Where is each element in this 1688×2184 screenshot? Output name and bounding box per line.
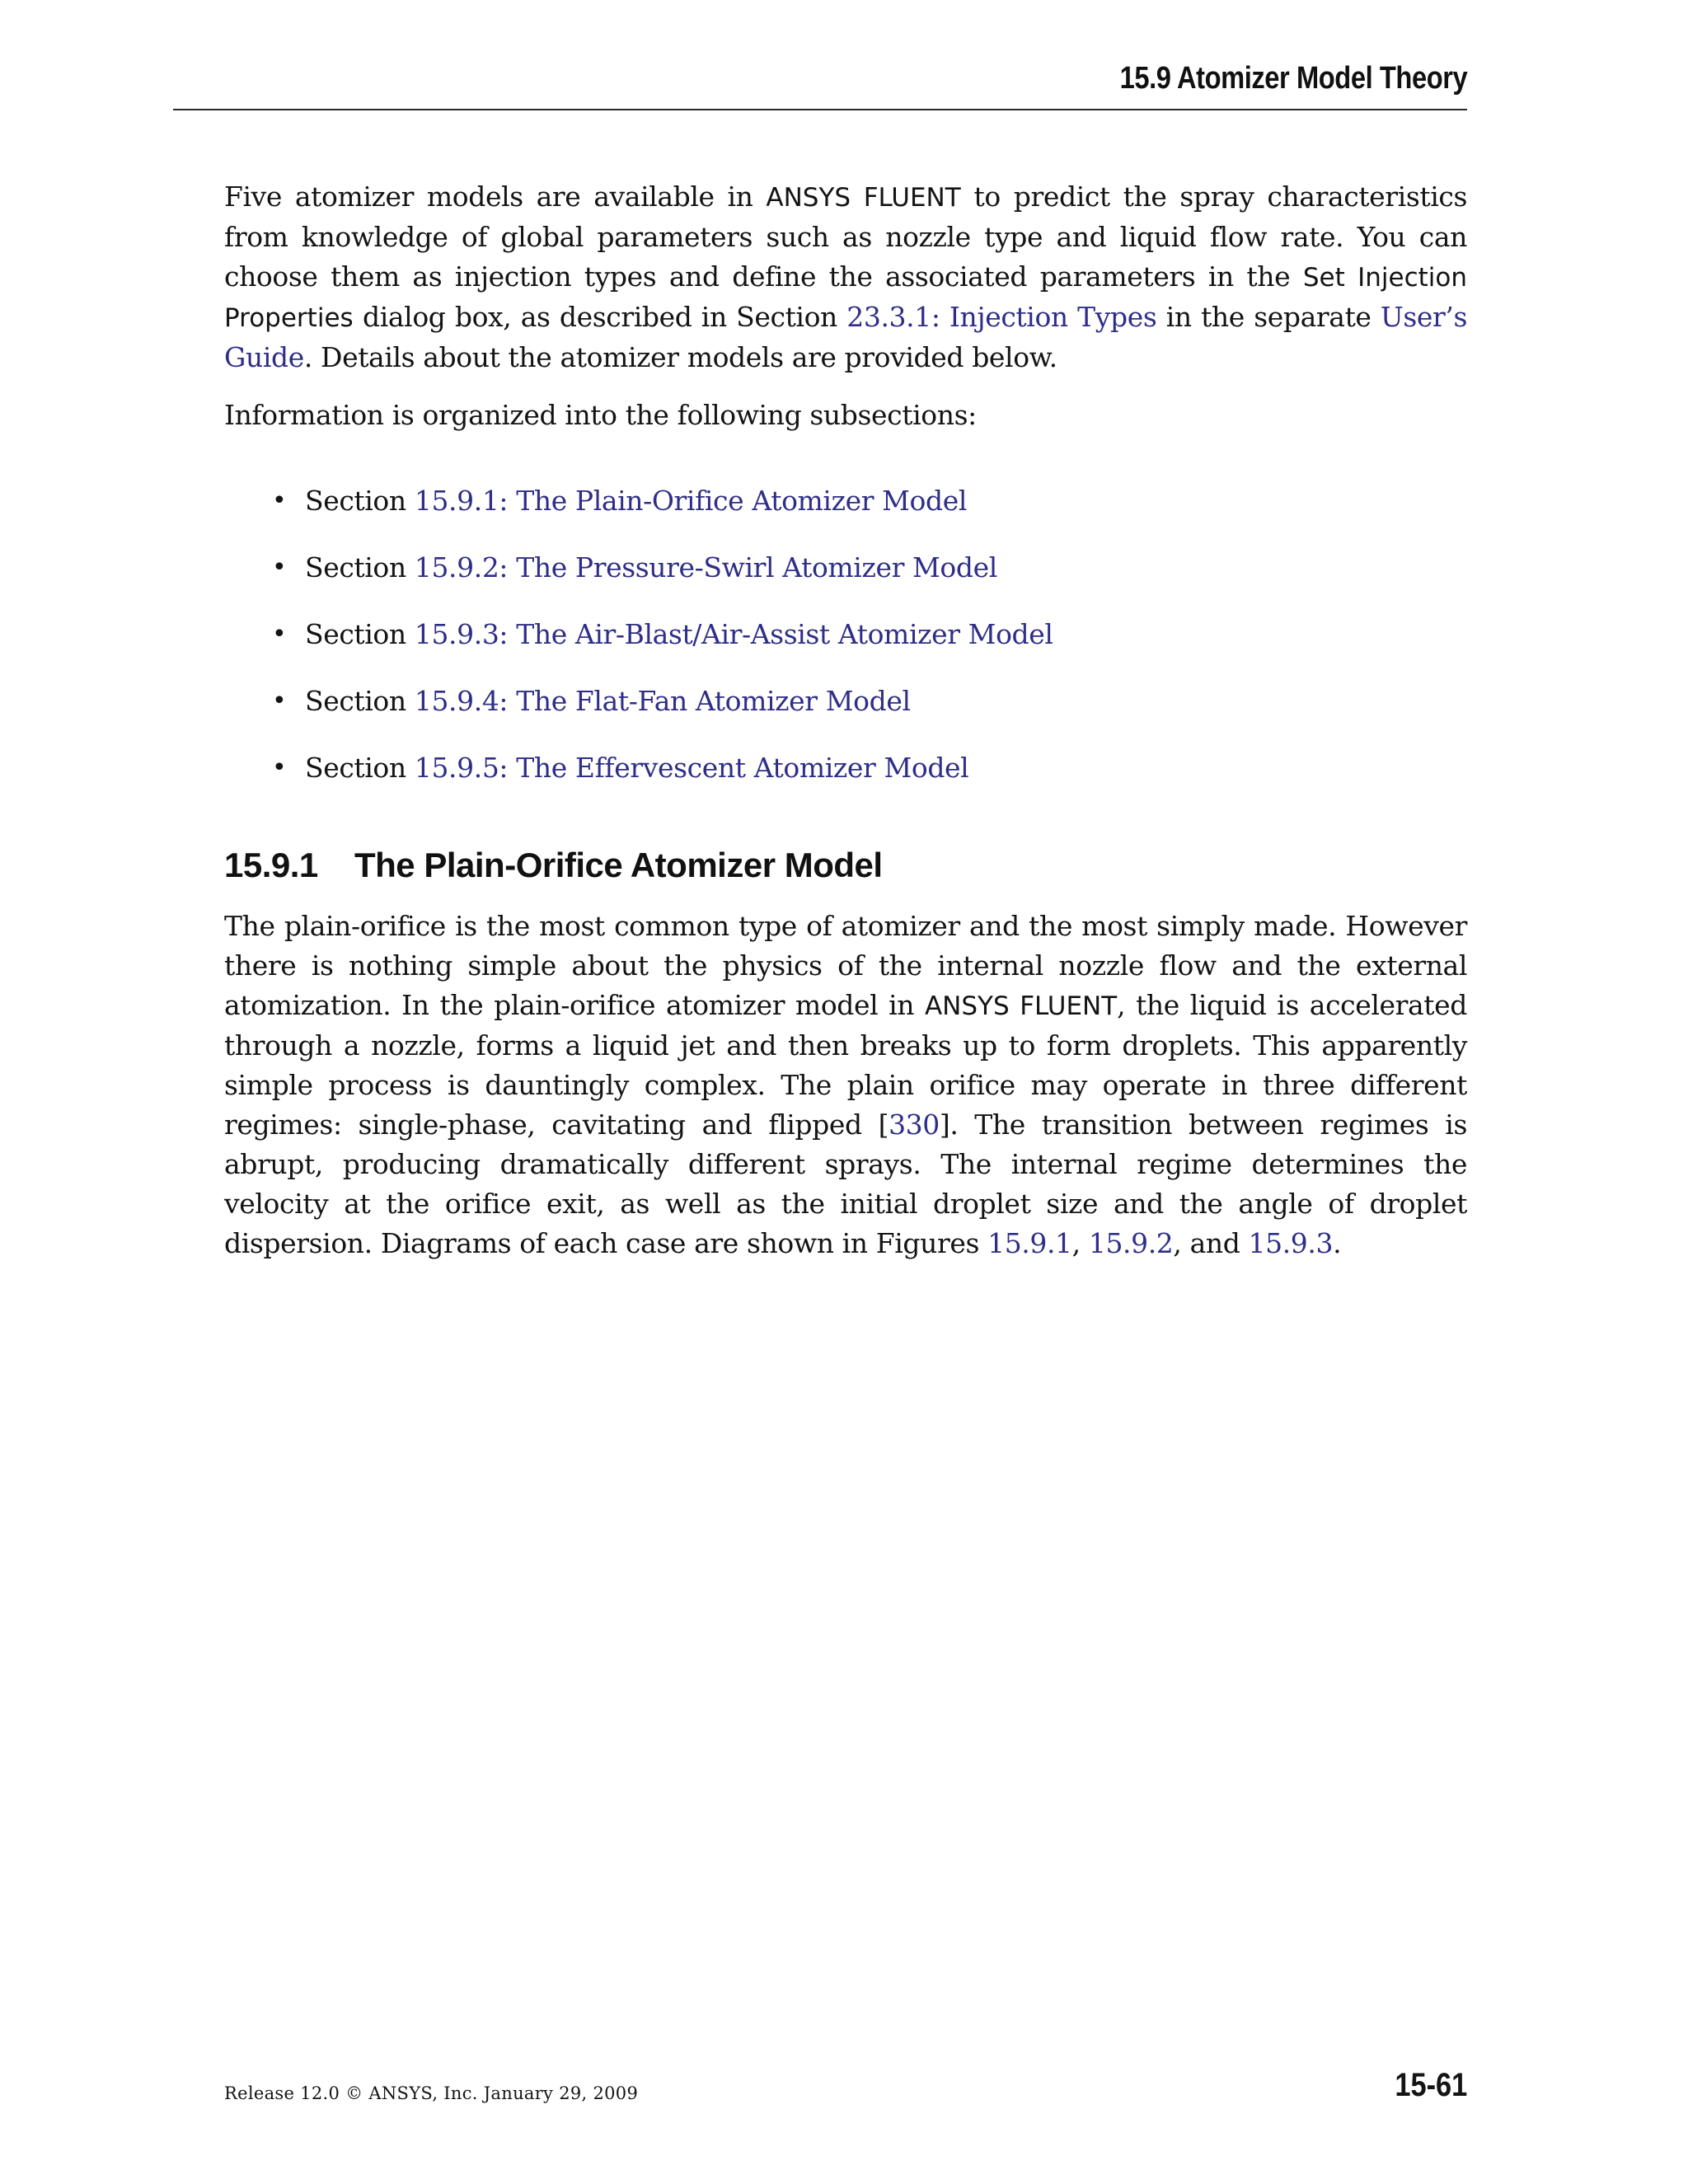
page-footer xyxy=(224,2067,1467,2116)
link-figure-15-9-2[interactable]: 15.9.2 xyxy=(1088,1227,1174,1259)
intro-text: to predict the spray characteristics from knowledge of global parameters such as nozzle type and liquid flow rate. You can choose them as injection types and define the associated parameters in the xyxy=(224,180,1467,293)
link-pressure-swirl-title[interactable]: : The Pressure-Swirl Atomizer Model xyxy=(499,551,997,583)
link-section-15-9-5[interactable]: 15.9.5 xyxy=(414,752,499,784)
product-name: ANSYS FLUENT xyxy=(924,991,1118,1021)
product-name: ANSYS FLUENT xyxy=(766,183,961,213)
section-heading-number: 15.9.1 xyxy=(224,846,318,884)
bullet-icon: • xyxy=(272,620,287,649)
link-flat-fan-title[interactable]: : The Flat-Fan Atomizer Model xyxy=(499,685,911,717)
bullet-icon: • xyxy=(272,753,287,782)
dialog-name: Set Injection Properties xyxy=(224,263,1467,333)
intro-text: dialog box, as described in Section xyxy=(353,301,847,333)
release-note: Release 12.0 © ANSYS, Inc. January 29, 2009 xyxy=(224,2083,639,2103)
link-effervescent-title[interactable]: : The Effervescent Atomizer Model xyxy=(499,752,969,784)
citation-link[interactable]: 330 xyxy=(889,1108,940,1141)
bullet-icon: • xyxy=(272,486,287,515)
section-prefix: Section xyxy=(305,685,415,717)
intro-paragraph xyxy=(224,177,1467,377)
link-section-15-9-3[interactable]: 15.9.3 xyxy=(414,618,499,650)
body-text: , xyxy=(1071,1227,1089,1259)
link-figure-15-9-3[interactable]: 15.9.3 xyxy=(1248,1227,1334,1259)
running-head: 15.9 Atomizer Model Theory xyxy=(1119,61,1467,96)
intro-text: . Details about the atomizer models are provided below. xyxy=(303,341,1057,373)
intro-text: in the separate xyxy=(1156,301,1381,333)
list-item xyxy=(224,748,1467,788)
list-item xyxy=(224,481,1467,521)
list-item xyxy=(224,682,1467,721)
page-number: 15-61 xyxy=(1395,2067,1467,2103)
section-heading xyxy=(224,842,1467,888)
section-prefix: Section xyxy=(305,551,415,583)
bullet-icon: • xyxy=(272,553,287,582)
body-text: , the liquid is accelerated through a nozzle, forms a liquid jet and then breaks up to form droplets. This apparently simple process is dauntingly complex. The plain orifice may operate in three different regimes: single-phase, cavitating and flipped [ xyxy=(224,989,1468,1141)
link-injection-types[interactable]: 23.3.1: Injection Types xyxy=(846,301,1157,333)
subsection-list xyxy=(224,481,1467,788)
section-prefix: Section xyxy=(305,752,415,784)
section-prefix: Section xyxy=(305,618,415,650)
body-text: . xyxy=(1333,1227,1342,1259)
link-figure-15-9-1[interactable]: 15.9.1 xyxy=(987,1227,1072,1259)
link-air-blast-title[interactable]: : The Air-Blast/Air-Assist Atomizer Model xyxy=(499,618,1053,650)
body-text: , and xyxy=(1173,1227,1249,1259)
bullet-icon: • xyxy=(272,687,287,715)
list-item xyxy=(224,615,1467,654)
organized-paragraph: Information is organized into the following subsections: xyxy=(224,399,977,431)
link-section-15-9-4[interactable]: 15.9.4 xyxy=(414,685,499,717)
link-section-15-9-2[interactable]: 15.9.2 xyxy=(414,551,499,583)
body-text: ]. The transition between regimes is abrupt, producing dramatically different sprays. The internal regime determines the velocity at the orifice exit, as well as the initial droplet size and the angle of droplet dispersion. Diagrams of each case are shown in Figures xyxy=(224,1108,1467,1259)
section-heading-title: The Plain-Orifice Atomizer Model xyxy=(354,846,883,884)
intro-text: Five atomizer models are available in xyxy=(224,180,767,213)
page-content xyxy=(224,177,1467,1263)
link-users-guide[interactable]: User’s Guide xyxy=(224,301,1467,373)
link-plain-orifice-title[interactable]: : The Plain-Orifice Atomizer Model xyxy=(499,485,968,517)
link-section-15-9-1[interactable]: 15.9.1 xyxy=(414,485,499,517)
list-item xyxy=(224,548,1467,588)
section-prefix: Section xyxy=(305,485,415,517)
plain-orifice-paragraph xyxy=(224,907,1467,1263)
body-text: The plain-orifice is the most common type of atomizer and the most simply made. However there is nothing simple about the physics of the internal nozzle flow and the external atomization. In the plain-orifice atomizer model in xyxy=(224,910,1467,1021)
page-header xyxy=(173,59,1467,110)
